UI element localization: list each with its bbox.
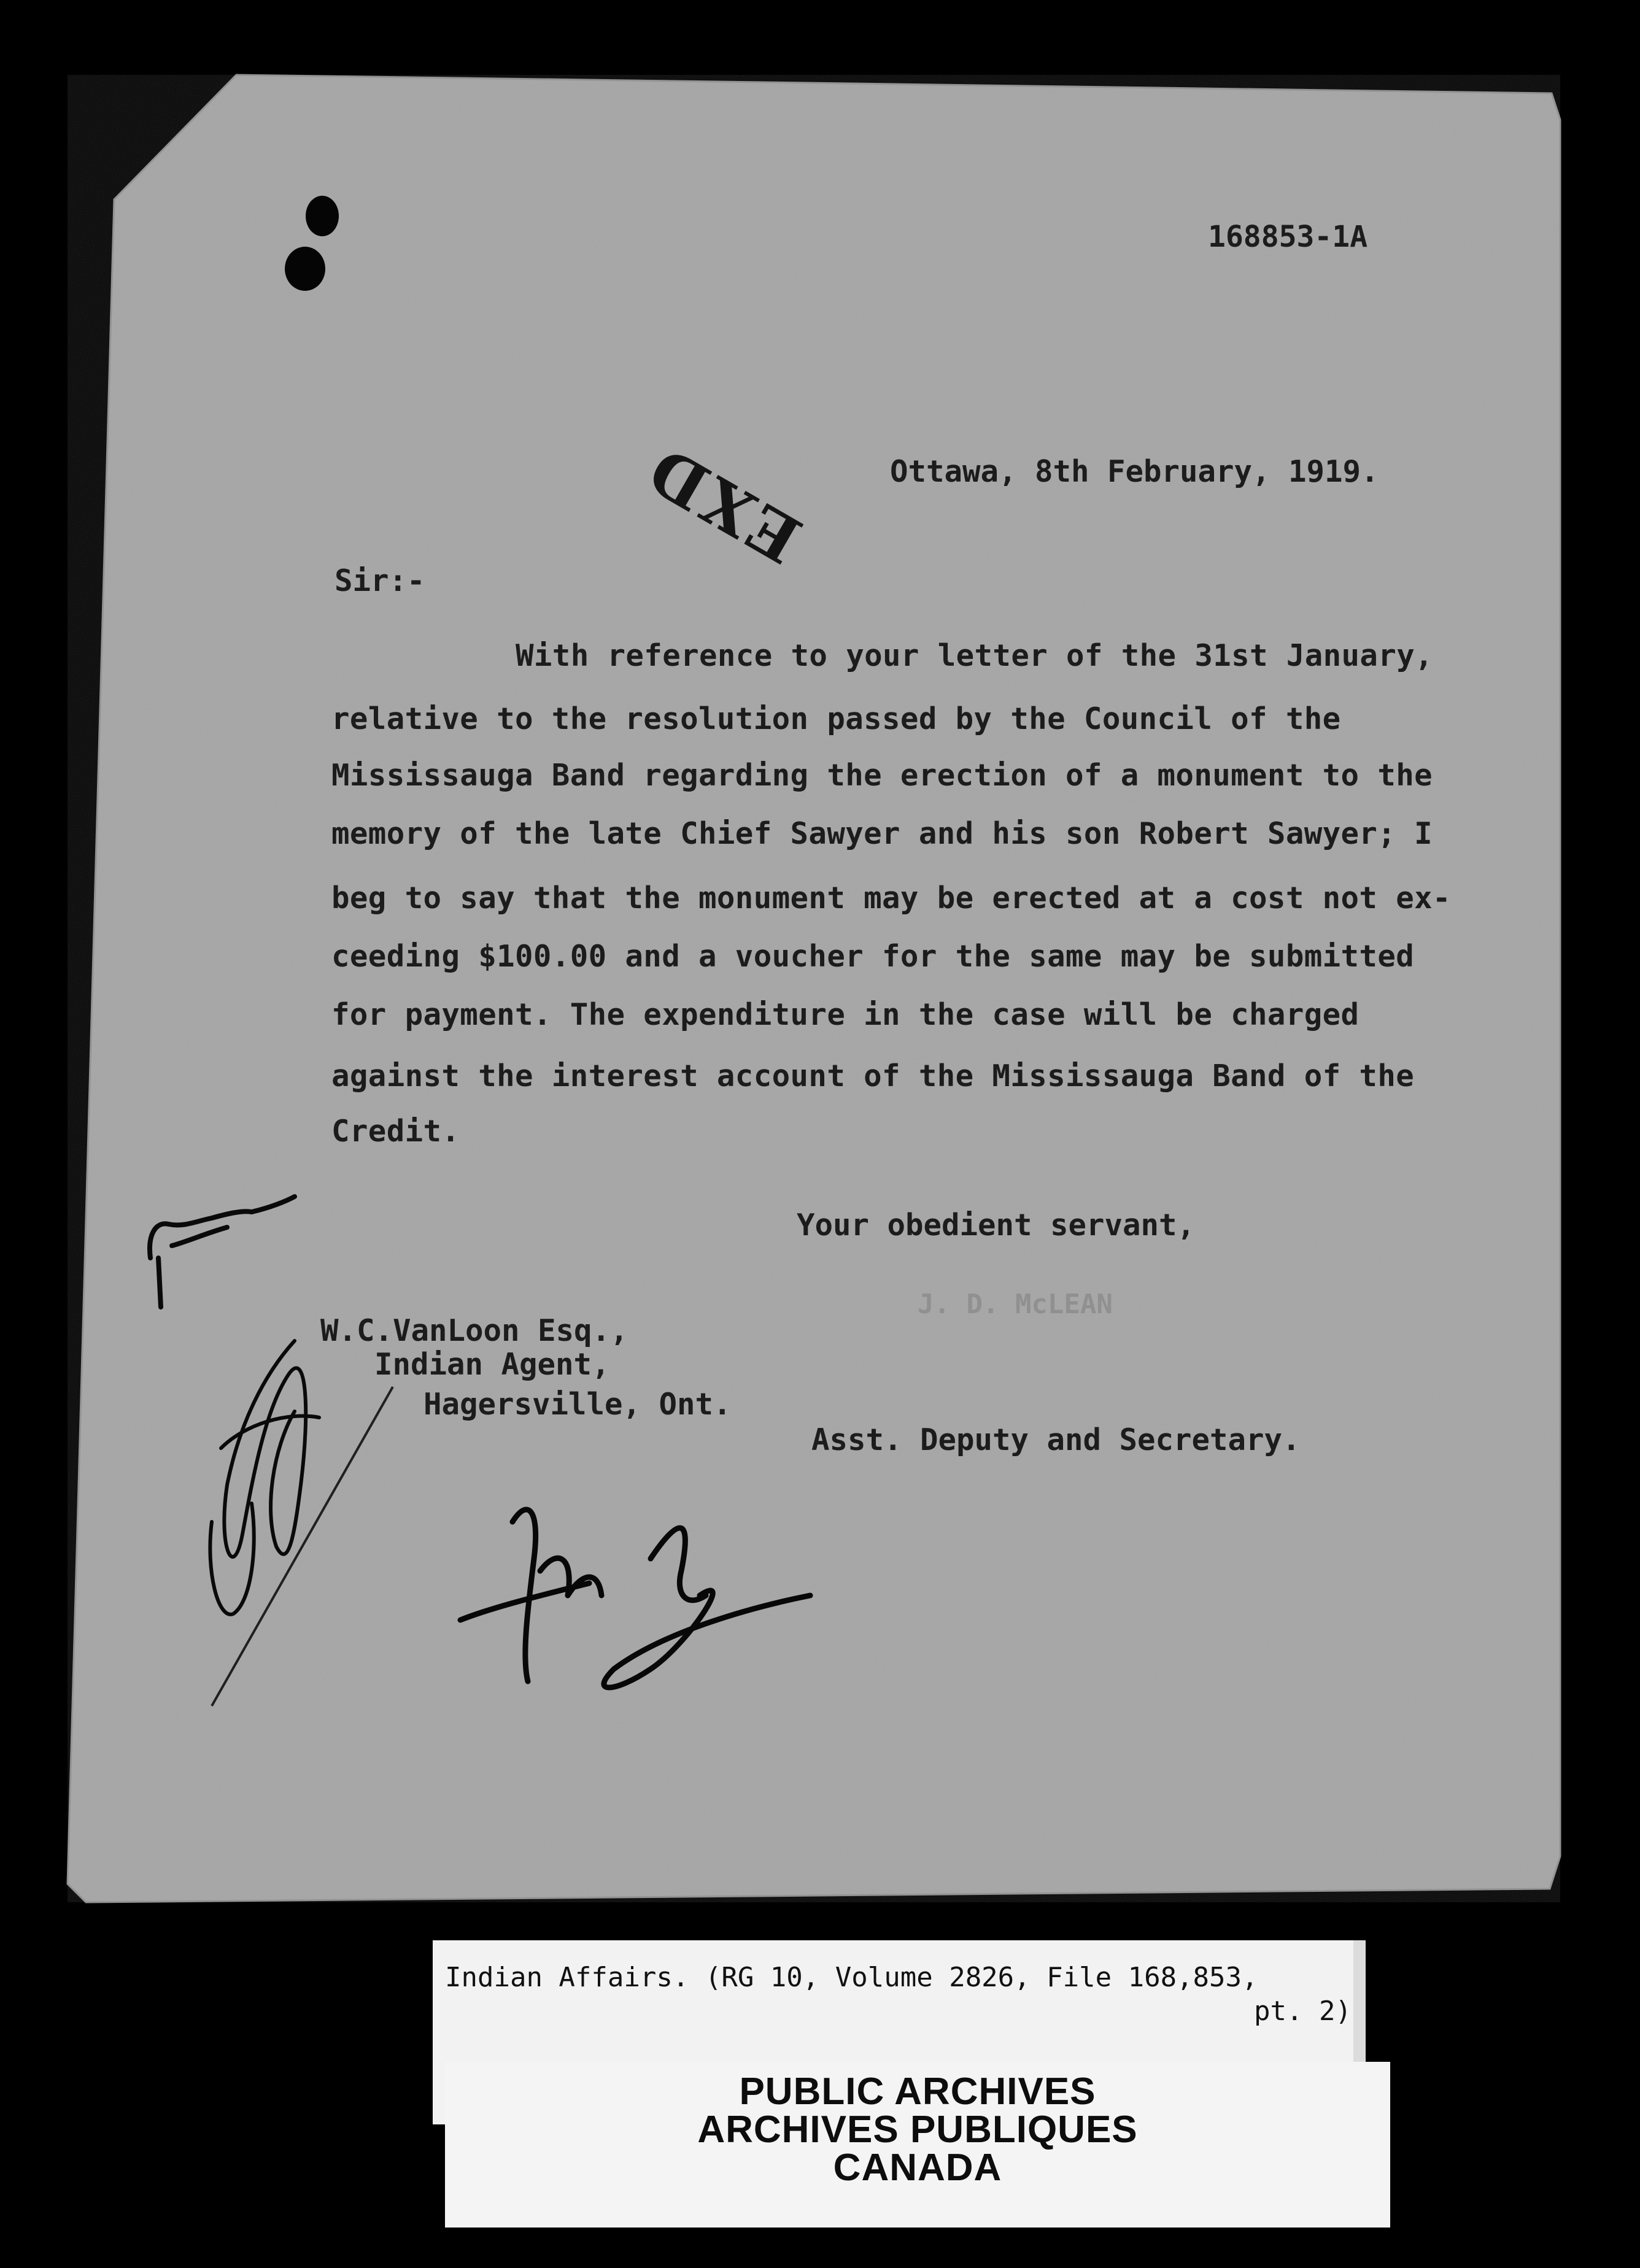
institution-line-3: CANADA — [833, 2146, 1002, 2189]
addressee-title: Indian Agent, — [374, 1347, 610, 1382]
signer-name-faint: J. D. McLEAN — [918, 1289, 1113, 1320]
body-line: beg to say that the monument may be erected at a cost not ex- — [331, 881, 1451, 916]
body-line: memory of the late Chief Sawyer and his son Robert Sawyer; I — [331, 816, 1433, 851]
body-line: relative to the resolution passed by the Council of the — [331, 701, 1341, 736]
reference-line-1: Indian Affairs. (RG 10, Volume 2826, File 168,853, — [445, 1962, 1258, 1993]
body-line: for payment. The expenditure in the case will be charged — [331, 997, 1360, 1032]
public-archives-label — [445, 2062, 1390, 2228]
signer-title: Asst. Deputy and Secretary. — [811, 1422, 1301, 1457]
body-line: Credit. — [331, 1114, 460, 1149]
body-line: Mississauga Band regarding the erection of a monument to the — [331, 758, 1433, 793]
institution-line-2: ARCHIVES PUBLIQUES — [697, 2108, 1138, 2151]
reference-line-2: pt. 2) — [1254, 1996, 1352, 2027]
exd-stamp: EXD — [633, 430, 814, 578]
institution-line-1: PUBLIC ARCHIVES — [739, 2070, 1096, 2113]
salutation: Sir:- — [335, 563, 425, 598]
addressee-location: Hagersville, Ont. — [424, 1387, 732, 1422]
addressee-name: W.C.VanLoon Esq., — [320, 1313, 629, 1348]
file-number: 168853-1A — [1208, 220, 1368, 254]
closing: Your obedient servant, — [797, 1208, 1196, 1243]
place-date: Ottawa, 8th February, 1919. — [890, 454, 1379, 489]
body-line: ceeding $100.00 and a voucher for the same may be submitted — [331, 939, 1415, 974]
body-line: against the interest account of the Mississauga Band of the — [331, 1059, 1415, 1094]
body-line: With reference to your letter of the 31st January, — [516, 638, 1434, 673]
